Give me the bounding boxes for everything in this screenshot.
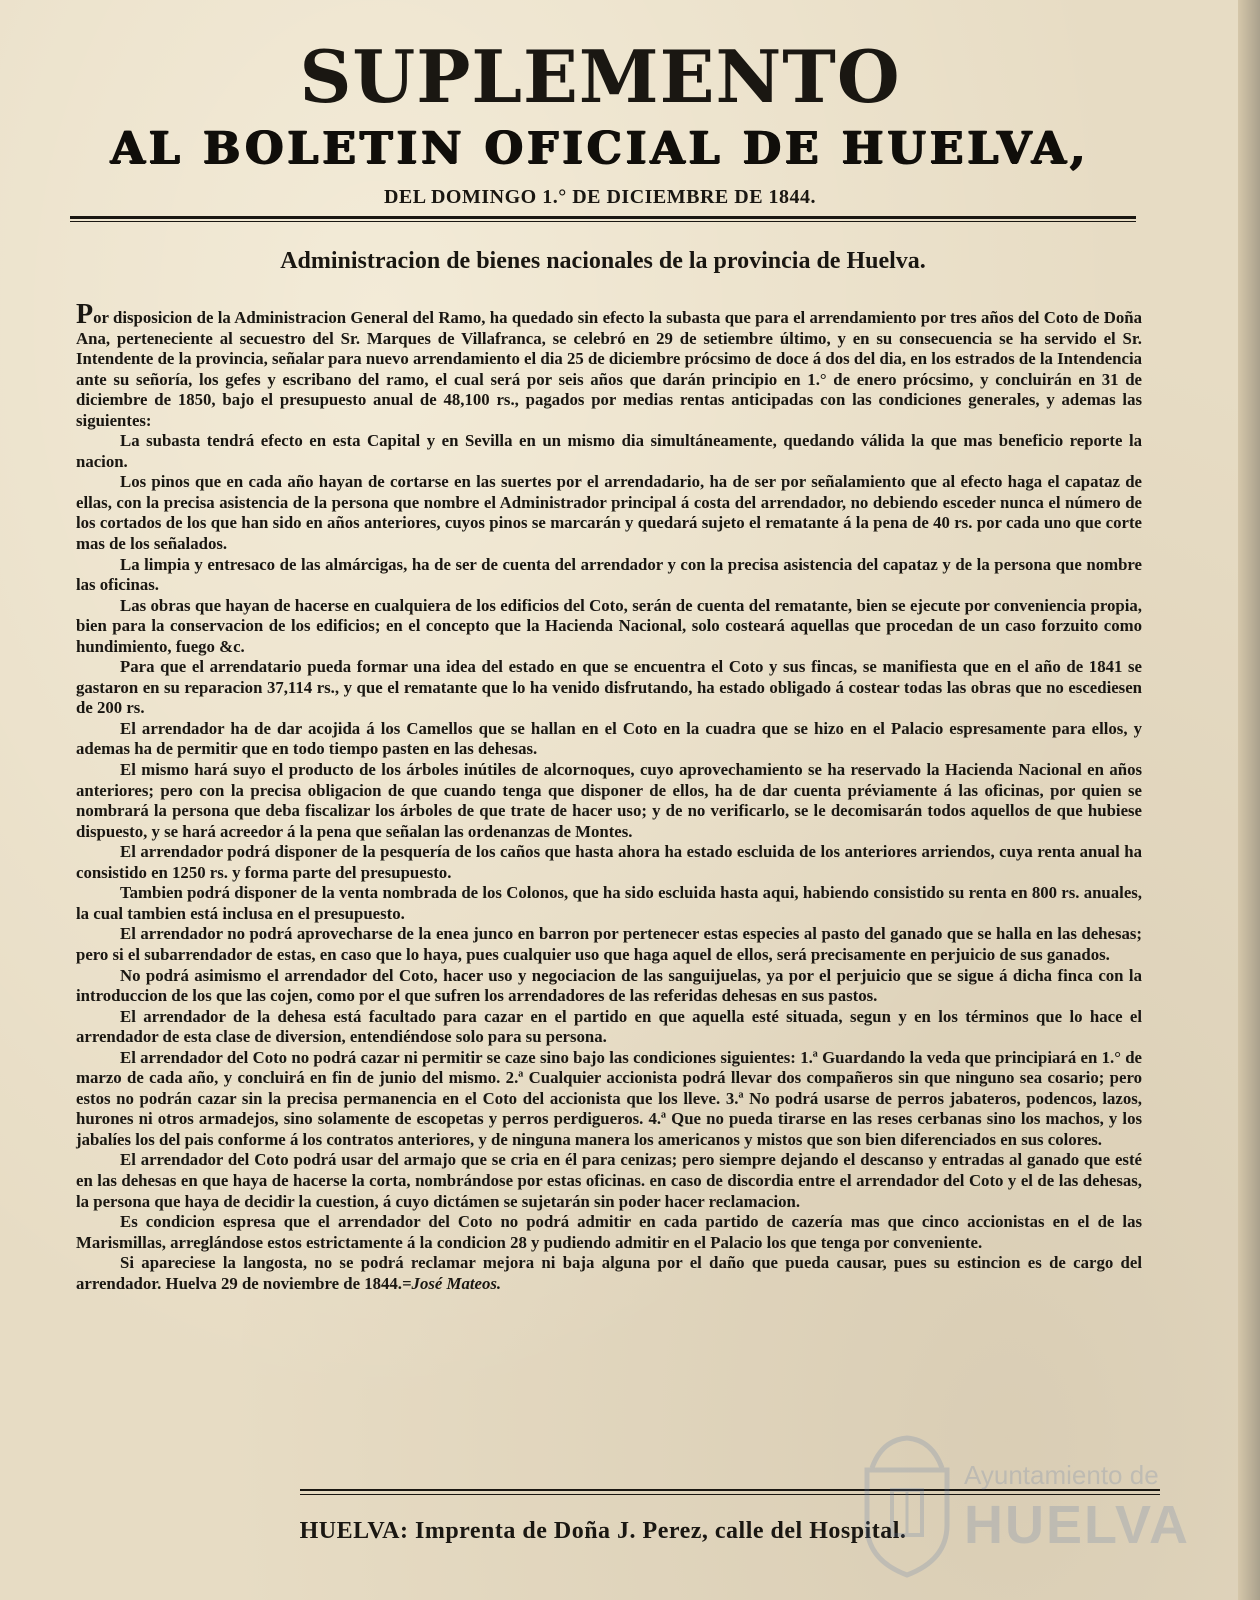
masthead [60,34,1140,209]
paragraph: El mismo hará suyo el producto de los árboles inútiles de alcornoques, cuyo aprovechamiento se ha reservado la Hacienda Nacional en años anteriores; pero con la precisa obligacion de que cuando tenga que disponer de ellos, ha de dar cuenta préviamente á las oficinas, por quien se nombrará la persona que deba fiscalizar los árboles de que trate de hacer uso; y de no verificarlo, se le decomisarán todos aquellos de que hubiese dispuesto, y se hará acreedor á la pena que señalan las ordenanzas de Montes. [76,760,1142,841]
paragraph: El arrendador ha de dar acojida á los Camellos que se hallan en el Coto en la cuadra que se hizo en el Palacio espresamente para ellos, y ademas ha de permitir que en todo tiempo pasten en las dehesas. [76,718,1142,759]
paragraph: El arrendador de la dehesa está facultado para cazar en el partido en que aquella esté situada, segun y en los términos que lo hace el arrendador de esta clase de diversion, entendiéndose solo para su persona. [76,1006,1142,1047]
paragraph: La limpia y entresaco de las almárcigas, ha de ser de cuenta del arrendador y con la precisa asistencia del capataz y de la persona que nombre las oficinas. [76,554,1142,595]
paragraph-final [76,1253,1142,1294]
section-title: Administracion de bienes nacionales de la provincia de Huelva. [280,248,926,274]
imprint-line: HUELVA: Imprenta de Doña J. Perez, calle del Hospital. [299,1518,907,1544]
watermark-line1: Ayuntamiento de [964,1460,1159,1490]
paragraph-text: Si apareciese la langosta, no se podrá reclamar mejora ni baja alguna por el daño que pueda causar, pues su estincion es de cargo del arrendador. Huelva 29 de noviembre de 1844. [76,1253,1142,1293]
paragraph-text: or disposicion de la Administracion General del Ramo, ha quedado sin efecto la subasta que para el arrendamiento por tres años del Coto de Doña Ana, perteneciente al secuestro del Sr. Marques de Villafranca, se celebró en 29 de setiembre último, y en su consecuencia se ha servido el Sr. Intendente de la provincia, señalar para nuevo arrendamiento el dia 25 de diciembre prócsimo de doce á dos del dia, en los estrados de la Intendencia ante su señoría, los gefes y escribano del ramo, el cual será por seis años que darán principio en 1.° de enero prócsimo, y concluirán en 31 de diciembre de 1850, bajo el presupuesto anual de 48,100 rs., pagados por medias rentas anticipadas con las condiciones generales, y ademas las siguientes: [76,308,1142,430]
page-edge [1238,0,1260,1600]
archive-watermark [852,1430,1192,1580]
paragraph: Las obras que hayan de hacerse en cualquiera de los edificios del Coto, serán de cuenta del rematante, bien se ejecute por conveniencia propia, bien para la conservacion de los edificios; en el concepto que la Hacienda Nacional, solo costeará aquellas que procedan de un caso forzuito como hundimiento, fuego &c. [76,595,1142,656]
paragraph: El arrendador no podrá aprovecharse de la enea junco en barron por pertenecer estas especies al pasto del ganado que se halla en las dehesas; pero si el subarrendador de estas, en caso que lo haya, pues cualquier uso que haga aquel de ellos, será precisamente en perjuicio de sus ganados. [76,924,1142,964]
masthead-title: SUPLEMENTO [299,34,901,119]
paragraph: El arrendador del Coto no podrá cazar ni permitir se caze sino bajo las condiciones siguientes: 1.ª Guardando la veda que principiará en 1.° de marzo de cada año, y concluirá en fin de junio del mismo. 2.ª Cualquier accionista podrá llevar dos compañeros sin que ninguno sea cosario; pero estos no podrán cazar sin la precisa permanencia en el Coto del accionista que los lleve. 3.ª No podrá usarse de perros jabateros, podencos, lazos, hurones ni otros armadejos, sino solamente de escopetas y perros perdigueros. 4.ª Que no pueda tirarse en las reses cerbanas sino los machos, y los jabalíes los del pais conforme á los contratos anteriores, y de ninguna manera los americanos y mistos que son bien diferenciados en sus colores. [76,1047,1142,1149]
paragraph: Para que el arrendatario pueda formar una idea del estado en que se encuentra el Coto y sus fincas, se manifiesta que en el año de 1841 se gastaron en su reparacion 37,114 rs., y que el rematante que lo ha venido disfrutando, ha estado obligado á costear todas las obras que no escediesen de 200 rs. [76,657,1142,718]
signature: =José Mateos. [402,1273,502,1293]
document-body [76,299,1142,1294]
paragraph: Los pinos que en cada año hayan de cortarse en las suertes por el arrendadario, ha de ser por señalamiento que al efecto haga el capataz de ellas, con la precisa asistencia de la persona que nombre el Administrador principal á costa del arrendador, no debiendo esceder nunca el número de los cortados de los que han sido en años anteriores, cuyos pinos se marcarán y quedará sujeto el rematante á la pena de 40 rs. por cada uno que corte mas de los señalados. [76,472,1142,554]
drop-cap: P [76,299,94,330]
watermark-line2: HUELVA [964,1495,1190,1555]
paragraph: El arrendador del Coto podrá usar del armajo que se cria en él para cenizas; pero siempre dejando el descanso y entradas al ganado que esté en las dehesas en que haya de hacerse la corta, nombrándose por estas oficinas. en caso de discordia entre el arrendador del Coto y el de las dehesas, la persona que haya de decidir la cuestion, á cuyo dictámen se sujetarán sin poder hacer reclamacion. [76,1150,1142,1211]
top-rule [70,216,1136,219]
paragraph: No podrá asimismo el arrendador del Coto, hacer uso y negociacion de las sanguijuelas, ya por el perjuicio que se sigue á dicha finca con la introduccion de los que las cojen, como por el que sufren los arrendadores de las referidas dehesas en sus pastos. [76,965,1142,1006]
coat-of-arms-icon [852,1430,962,1580]
paragraph: La subasta tendrá efecto en esta Capital y en Sevilla en un mismo dia simultáneamente, quedando válida la que mas beneficio reporte la nacion. [76,431,1142,471]
top-rule-thin [70,221,1136,222]
masthead-date: DEL DOMINGO 1.° DE DICIEMBRE DE 1844. [383,186,817,208]
paragraph: El arrendador podrá disponer de la pesquería de los caños que hasta ahora ha estado escluida de los anteriores arriendos, cuya renta anual ha consistido en 1250 rs. y forma parte del presupuesto. [76,842,1142,882]
masthead-subtitle: AL BOLETIN OFICIAL DE HUELVA, [110,123,1090,174]
paragraph: Es condicion espresa que el arrendador del Coto no podrá admitir en cada partido de cazería mas que cinco accionistas en el de las Marismillas, arreglándose estos estrictamente á la condicion 28 y pudiendo admitir en el Palacio los que tenga por conveniente. [76,1212,1142,1252]
paragraph: Tambien podrá disponer de la venta nombrada de los Colonos, que ha sido escluida hasta aqui, habiendo consistido su renta en 800 rs. anuales, la cual tambien está inclusa en el presupuesto. [76,883,1142,923]
paragraph [76,299,1142,431]
